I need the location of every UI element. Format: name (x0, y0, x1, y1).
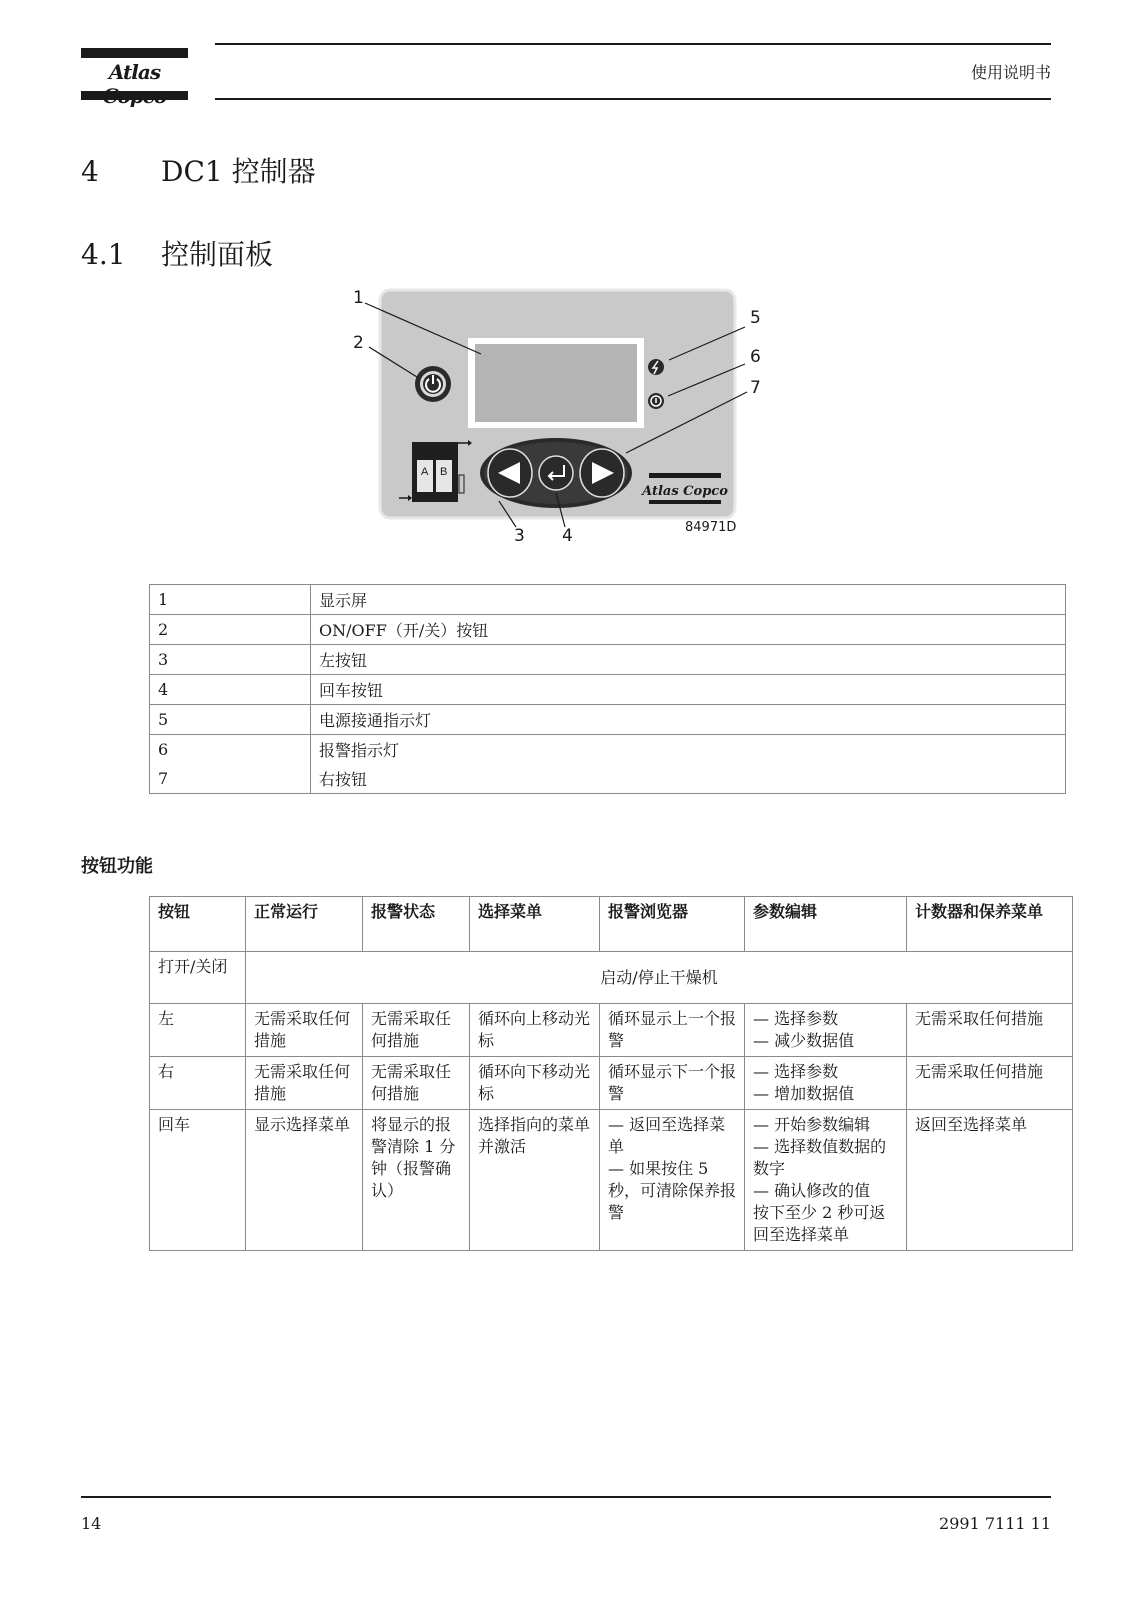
table-cell: 无需采取任何措施 (907, 1057, 1073, 1110)
table-cell: 循环显示上一个报警 (600, 1004, 745, 1057)
legend-number: 7 (150, 764, 311, 794)
table-cell: 选择指向的菜单并激活 (470, 1110, 600, 1251)
legend-number: 6 (150, 735, 311, 765)
column-header: 选择菜单 (470, 897, 600, 952)
table-cell: 循环向上移动光标 (470, 1004, 600, 1057)
legend-label: 回车按钮 (311, 675, 1066, 705)
table-cell: — 开始参数编辑 — 选择数值数据的数字 — 确认修改的值 按下至少 2 秒可返回至选择菜单 (745, 1110, 907, 1251)
table-cell: 无需采取任何措施 (363, 1057, 470, 1110)
legend-number: 4 (150, 675, 311, 705)
legend-row (150, 675, 1066, 705)
table-row (150, 1004, 1073, 1057)
section-heading (81, 150, 316, 190)
table-cell: 无需采取任何措施 (363, 1004, 470, 1057)
unit-label-b: B (440, 466, 448, 478)
button-name: 左 (150, 1004, 246, 1057)
page-number: 14 (81, 1514, 102, 1533)
callout-2: 2 (353, 333, 364, 353)
subsection-title: 控制面板 (161, 238, 274, 271)
enter-button (539, 456, 573, 490)
column-header: 报警浏览器 (600, 897, 745, 952)
legend-label: 显示屏 (311, 585, 1066, 615)
power-led-icon (648, 359, 664, 375)
table-cell: 无需采取任何措施 (907, 1004, 1073, 1057)
table-row (150, 952, 1073, 1004)
column-header: 参数编辑 (745, 897, 907, 952)
table-row (150, 1110, 1073, 1251)
header-rule-top (215, 43, 1051, 45)
document-number: 2991 7111 11 (939, 1514, 1051, 1533)
legend-number: 3 (150, 645, 311, 675)
legend-label: 左按钮 (311, 645, 1066, 675)
panel-brand-text: Atlas Copco (642, 484, 728, 499)
table-cell: 返回至选择菜单 (907, 1110, 1073, 1251)
legend-number: 2 (150, 615, 311, 645)
logo-bottom-bar (81, 91, 188, 100)
legend-number: 5 (150, 705, 311, 735)
button-name: 回车 (150, 1110, 246, 1251)
callout-1: 1 (353, 288, 364, 308)
column-header: 正常运行 (246, 897, 363, 952)
document-type: 使用说明书 (970, 63, 1051, 82)
legend-label: 右按钮 (311, 764, 1066, 794)
display-screen (475, 344, 637, 422)
legend-row (150, 764, 1066, 794)
callout-4: 4 (562, 526, 573, 546)
table-cell: 将显示的报警清除 1 分钟（报警确认） (363, 1110, 470, 1251)
table-row (150, 1057, 1073, 1110)
callout-7: 7 (750, 378, 761, 398)
subsection-heading (81, 233, 273, 273)
legend-number: 1 (150, 585, 311, 615)
button-functions-table (149, 896, 1073, 1251)
onoff-action: 启动/停止干燥机 (246, 952, 1073, 1004)
navigation-keypad (480, 438, 632, 508)
brand-logo (81, 48, 188, 100)
logo-top-bar (81, 48, 188, 58)
column-header: 按钮 (150, 897, 246, 952)
footer-rule (81, 1496, 1051, 1498)
table-cell: 无需采取任何措施 (246, 1057, 363, 1110)
table-header-row (150, 897, 1073, 952)
callout-5: 5 (750, 308, 761, 328)
column-header: 报警状态 (363, 897, 470, 952)
table-cell: 循环显示下一个报警 (600, 1057, 745, 1110)
table-cell: 循环向下移动光标 (470, 1057, 600, 1110)
callout-6: 6 (750, 347, 761, 367)
table-cell: 无需采取任何措施 (246, 1004, 363, 1057)
button-name: 右 (150, 1057, 246, 1110)
legend-table (149, 584, 1066, 794)
table-cell: — 返回至选择菜单 — 如果按住 5 秒，可清除保养报警 (600, 1110, 745, 1251)
legend-label: 电源接通指示灯 (311, 705, 1066, 735)
callout-3: 3 (514, 526, 525, 546)
section-number: 4 (81, 155, 99, 188)
legend-row (150, 735, 1066, 765)
figure-id: 84971D (685, 520, 737, 535)
header-rule-bottom (215, 98, 1051, 100)
subsection-number: 4.1 (81, 238, 126, 271)
column-header: 计数器和保养菜单 (907, 897, 1073, 952)
table-cell: — 选择参数 — 减少数据值 (745, 1004, 907, 1057)
legend-row (150, 615, 1066, 645)
legend-row (150, 705, 1066, 735)
legend-row (150, 645, 1066, 675)
logo-text: Atlas (108, 60, 161, 84)
legend-label: ON/OFF（开/关）按钮 (311, 615, 1066, 645)
legend-label: 报警指示灯 (311, 735, 1066, 765)
unit-label-a: A (421, 466, 429, 478)
button-name: 打开/关闭 (150, 952, 246, 1004)
section-title: DC1 控制器 (161, 155, 316, 188)
button-functions-heading: 按钮功能 (81, 856, 153, 877)
alarm-led-icon (648, 393, 664, 409)
table-cell: 显示选择菜单 (246, 1110, 363, 1251)
legend-row (150, 585, 1066, 615)
table-cell: — 选择参数 — 增加数据值 (745, 1057, 907, 1110)
control-panel-figure (355, 290, 785, 565)
power-button (415, 366, 451, 402)
